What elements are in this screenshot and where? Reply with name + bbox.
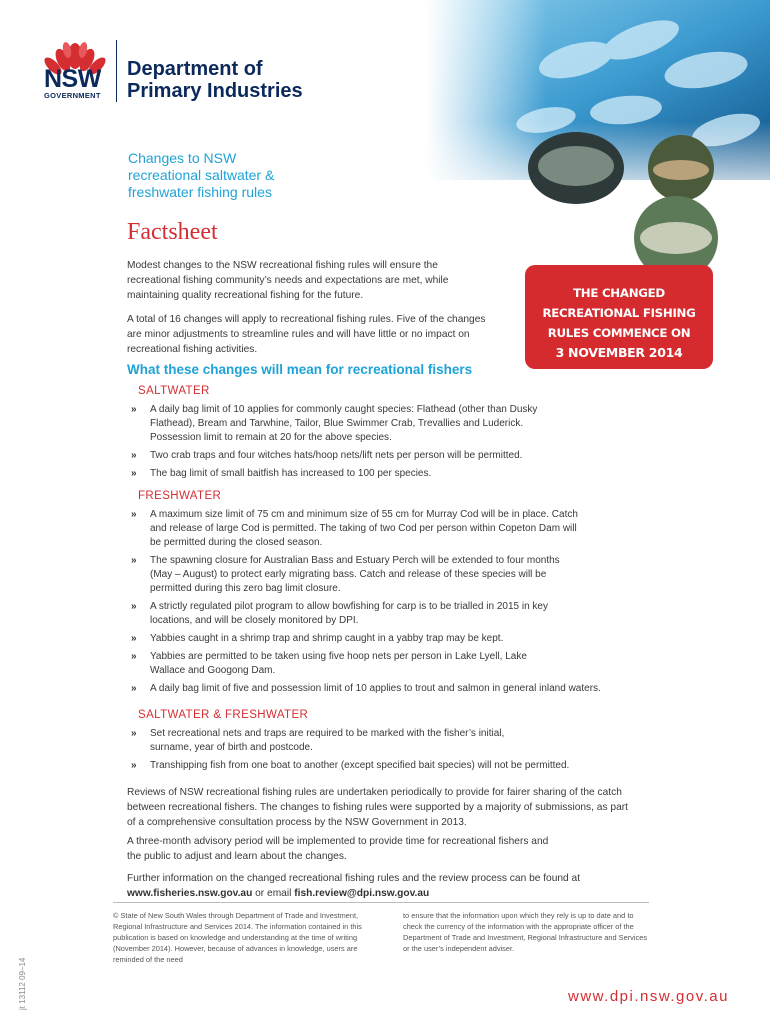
fisheries-website-link[interactable]: www.fisheries.nsw.gov.au [127, 888, 253, 899]
bullet-icon: » [131, 728, 137, 739]
list-item: » Two crab traps and four witches hats/hoop nets/lift nets per person will be permitted. [131, 450, 523, 461]
bullet-icon: » [131, 404, 137, 415]
intro-paragraph: A total of 16 changes will apply to recreational fishing rules. Five of the changes are minor adjustments to streamline rules and will have little or no impact on recreational fishing activities. [127, 314, 486, 355]
saltwater-freshwater-heading: SALTWATER & FRESHWATER [138, 709, 309, 721]
department-name-line2: Primary Industries [127, 80, 303, 102]
page-title: Factsheet [127, 219, 218, 245]
list-item: » Yabbies caught in a shrimp trap and shrimp caught in a yabby trap may be kept. [131, 633, 504, 644]
callout-date: 3 NOVEMBER 2014 [555, 345, 683, 360]
document-subtitle [128, 150, 428, 201]
section-heading: What these changes will mean for recreational fishers [127, 362, 473, 377]
subtitle-line: Changes to NSW [128, 150, 237, 166]
dpi-website-url[interactable]: www.dpi.nsw.gov.au [568, 988, 729, 1005]
list-item: » A strictly regulated pilot program to allow bowfishing for carp is to be trialled in 2015 in key locations, and will be closely monitored by DPI. [131, 601, 548, 626]
review-paragraph: Reviews of NSW recreational fishing rules are undertaken periodically to provide for fairer sharing of the catch between recreational fishers. The changes to fishing rules were supported by a majority of submissions, as part of a comprehensive consultation process by the NSW Government in 2013. [127, 787, 628, 828]
list-item: » The bag limit of small baitfish has increased to 100 per species. [131, 468, 432, 479]
bullet-icon: » [131, 760, 137, 771]
copyright-notice: © State of New South Wales through Department of Trade and Investment, Regional Infrastructure and Services 2014. The information contained in this publication is based on knowledge and understanding at the time of writing (November 2014). However, because of advances in knowledge, users are reminded of the need [113, 911, 362, 964]
list-item: » A daily bag limit of 10 applies for commonly caught species: Flathead (other than Dusky Flathead), Bream and Tarwhine, Tailor, Blue Swimmer Crab, Trevallies and Luderick. Possession limit to remain at 20 for the above species. [131, 404, 538, 443]
bullet-icon: » [131, 633, 137, 644]
advisory-paragraph: A three-month advisory period will be implemented to provide time for recreational fishers and the public to adjust and learn about the changes. [127, 836, 549, 862]
bullet-icon: » [131, 468, 137, 479]
bullet-icon: » [131, 509, 137, 520]
list-item: » Set recreational nets and traps are required to be marked with the fisher’s initial, surname, year of birth and postcode. [131, 728, 505, 753]
department-name-line1: Department of [127, 58, 263, 80]
fish-hero-image [426, 0, 770, 270]
saltwater-list [131, 403, 571, 485]
intro-text [127, 258, 487, 366]
footer-divider [113, 902, 649, 903]
callout-line: RULES COMMENCE ON [547, 326, 691, 340]
disclaimer-notice: to ensure that the information upon which they rely is up to date and to check the currency of the information with the appropriate officer of the Department of Trade and Investment, Regional Infrastructure and Services or the user’s independent adviser. [403, 911, 648, 953]
callout-line: THE CHANGED [573, 286, 665, 300]
subtitle-line: freshwater fishing rules [128, 184, 272, 200]
saltwater-heading: SALTWATER [138, 385, 210, 397]
commencement-callout-text [525, 283, 713, 363]
bullet-icon: » [131, 555, 137, 566]
intro-paragraph: Modest changes to the NSW recreational fishing rules will ensure the recreational fishing community’s needs and expectations are met, while maintaining quality recreational fishing for the future. [127, 260, 449, 301]
bullet-icon: » [131, 651, 137, 662]
list-item: » Transhipping fish from one boat to another (except specified bait species) will not be permitted. [131, 760, 570, 771]
list-item: » A maximum size limit of 75 cm and minimum size of 55 cm for Murray Cod will be in place. Catch and release of large Cod is permitted. The taking of two Cod per person within Copeton Dam will be permitted during the closed season. [131, 509, 578, 548]
nsw-wordmark: NSW [44, 65, 101, 93]
job-number: jt 13112 09–14 [18, 957, 27, 1010]
bullet-icon: » [131, 450, 137, 461]
further-info-paragraph: Further information on the changed recreational fishing rules and the review process can be found at www.fisheries.nsw.gov.au or email fish.review@dpi.nsw.gov.au [127, 873, 581, 899]
callout-line: RECREATIONAL FISHING [542, 306, 696, 320]
freshwater-heading: FRESHWATER [138, 490, 222, 502]
bullet-icon: » [131, 683, 137, 694]
logo-divider [116, 40, 117, 102]
freshwater-list [131, 508, 601, 700]
list-item: » Yabbies are permitted to be taken using five hoop nets per person in Lake Lyell, Lake Wallace and Googong Dam. [131, 651, 527, 676]
subtitle-line: recreational saltwater & [128, 167, 275, 183]
review-email-link[interactable]: fish.review@dpi.nsw.gov.au [294, 888, 430, 899]
list-item: » A daily bag limit of five and possession limit of 10 applies to trout and salmon in general inland waters. [131, 683, 601, 694]
list-item: » The spawning closure for Australian Bass and Estuary Perch will be extended to four months (May – August) to protect early migrating bass. Catch and release of these species will be permitted during this zero bag limit closure. [131, 555, 560, 594]
saltwater-freshwater-list [131, 727, 651, 777]
bullet-icon: » [131, 601, 137, 612]
government-wordmark: GOVERNMENT [44, 91, 101, 100]
